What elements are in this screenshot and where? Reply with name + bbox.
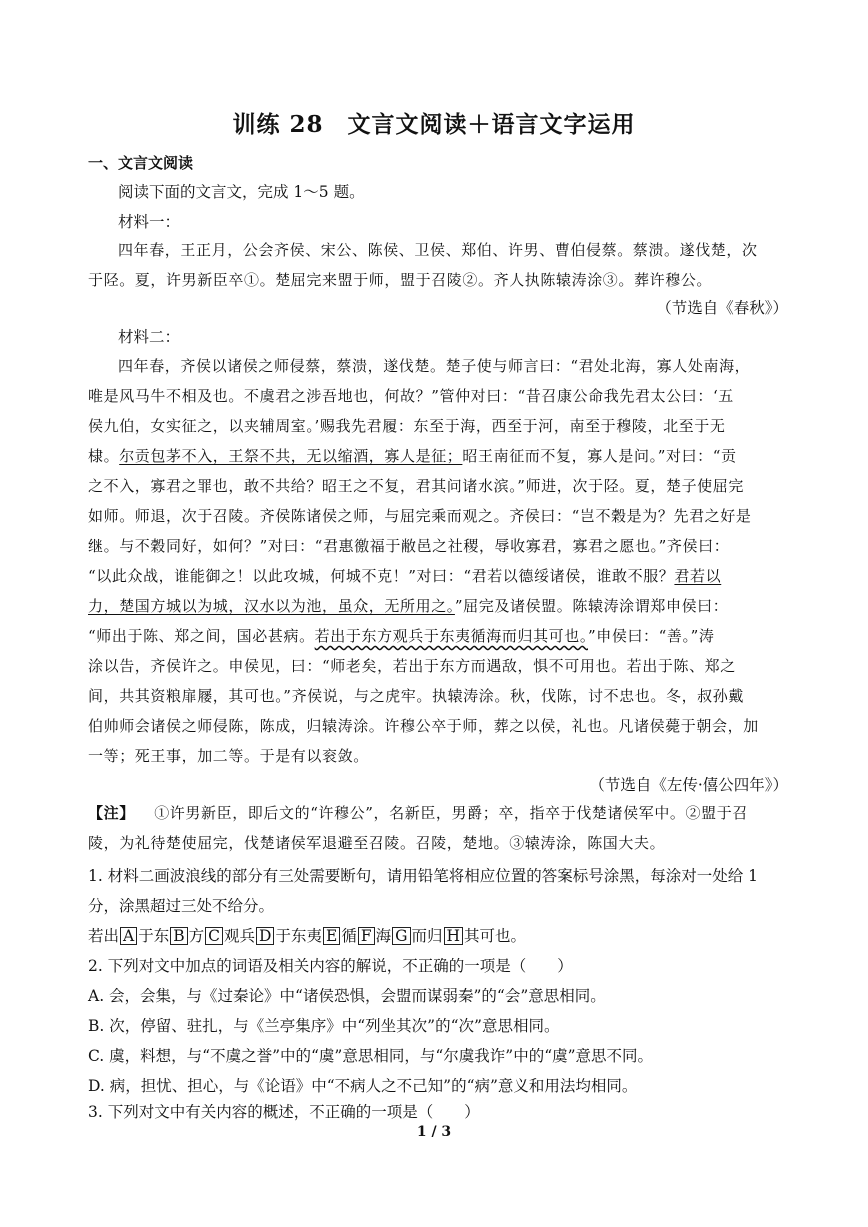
material2-line: 一等；死王事，加二等。于是有以衮敛。 <box>88 747 369 765</box>
answer-box-e[interactable]: E <box>323 927 340 945</box>
wavy-underlined-sentence: 若出于东方观兵于东夷循海而归其可也。 <box>314 627 588 645</box>
question-3-stem: 3. 下列对文中有关内容的概述，不正确的一项是（ ） <box>88 1103 480 1121</box>
material2-line: 唯是风马牛不相及也。不虞君之涉吾地也，何故？”管仲对曰：“昔召康公命我先君太公曰：‘五 <box>88 387 734 405</box>
material2-line: 四年春，齐侯以诸侯之师侵蔡，蔡溃，遂伐楚。楚子使与师言曰：“君处北海，寡人处南海， <box>118 357 751 375</box>
note-label: 【注】 <box>88 804 135 822</box>
segment-text: 而归 <box>411 927 443 945</box>
segment-text: 于东夷 <box>275 927 322 945</box>
segment-text: 其可也。 <box>464 927 527 945</box>
material2-line: 继。与不穀同好，如何？”对曰：“君惠徼福于敝邑之社稷，辱收寡君，寡君之愿也。”齐侯曰： <box>88 537 730 555</box>
text-segment: “师出于陈、郑之间，国必甚病。 <box>88 627 315 645</box>
segment-text: 观兵 <box>224 927 256 945</box>
segment-text: 于东 <box>138 927 170 945</box>
text-segment: 昭王南征而不复，寡人是问。”对曰：“贡 <box>462 447 737 465</box>
segment-text: 循 <box>341 927 357 945</box>
text-segment: 棣。 <box>88 447 120 465</box>
section-heading: 一、文言文阅读 <box>88 154 194 172</box>
answer-box-a[interactable]: A <box>120 927 137 945</box>
note-line: 陵，为礼待楚使屈完，伐楚诸侯军退避至召陵。召陵，楚地。③辕涛涂，陈国大夫。 <box>88 834 666 852</box>
answer-box-h[interactable]: H <box>444 927 464 945</box>
material2-line <box>88 445 788 466</box>
material2-line: 间，共其资粮扉屦，其可也。”齐侯说，与之虎牢。执辕涛涂。秋，伐陈，讨不忠也。冬，叔孙戴 <box>88 687 744 705</box>
material2-line <box>88 625 788 646</box>
answer-box-b[interactable]: B <box>170 927 187 945</box>
segment-text: 若出 <box>88 927 120 945</box>
question-1-stem: 1. 材料二画波浪线的部分有三处需要断句，请用铅笔将相应位置的答案标号涂黑，每涂对一处给 1 <box>88 867 759 885</box>
segment-text: 海 <box>375 927 392 945</box>
material2-line: 涂以告，齐侯许之。申侯见，曰：“师老矣，若出于东方而遇敌，惧不可用也。若出于陈、郑之 <box>88 657 736 675</box>
option-a[interactable]: A. 会，会集，与《过秦论》中“诸侯恐惧，会盟而谋弱秦”的“会”意思相同。 <box>88 987 606 1005</box>
option-c[interactable]: C. 虞，料想，与“不虞之誉”中的“虞”意思相同，与“尔虞我诈”中的“虞”意思不同。 <box>88 1047 654 1065</box>
question-2-stem: 2. 下列对文中加点的词语及相关内容的解说，不正确的一项是（ ） <box>88 957 573 975</box>
option-b[interactable]: B. 次，停留、驻扎，与《兰亭集序》中“列坐其次”的“次”意思相同。 <box>88 1017 560 1035</box>
answer-box-c[interactable]: C <box>205 927 223 945</box>
material2-line: 侯九伯，女实征之，以夹辅周室。’赐我先君履：东至于海，西至于河，南至于穆陵，北至于无 <box>88 417 726 435</box>
text-segment: ”申侯曰：“善。”涛 <box>587 627 715 645</box>
text-segment: ”屈完及诸侯盟。陈辕涛涂谓郑申侯曰： <box>454 597 729 615</box>
instruction: 阅读下面的文言文，完成 1～5 题。 <box>118 183 365 201</box>
answer-choice-row <box>88 924 788 946</box>
page-number: 1 / 3 <box>416 1124 452 1140</box>
material2-heading: 材料二： <box>118 328 181 346</box>
underlined-sentence: 力，楚国方城以为城，汉水以为池，虽众，无所用之。 <box>88 597 455 615</box>
segment-text: 方 <box>188 927 205 945</box>
answer-box-g[interactable]: G <box>392 927 410 945</box>
question-1-stem: 分，涂黑超过三处不给分。 <box>88 897 275 915</box>
material2-line: 如师。师退，次于召陵。齐侯陈诸侯之师，与屈完乘而观之。齐侯曰：“岂不穀是为？先君之好是 <box>88 507 752 525</box>
material2-line <box>88 595 788 616</box>
answer-box-f[interactable]: F <box>358 927 375 945</box>
material2-source: （节选自《左传·僖公四年》） <box>589 776 788 794</box>
answer-box-d[interactable]: D <box>256 927 274 945</box>
underlined-sentence: 尔贡包茅不入，王祭不共，无以缩酒，寡人是征； <box>119 447 463 465</box>
material2-line <box>88 565 788 586</box>
text-segment: “以此众战，谁能御之！以此攻城，何城不克！”对曰：“君若以德绥诸侯，谁敢不服？ <box>88 567 675 585</box>
page-title: 训练 28 文言文阅读＋语言文字运用 <box>232 111 636 138</box>
material1-line: 四年春，王正月，公会齐侯、宋公、陈侯、卫侯、郑伯、许男、曹伯侵蔡。蔡溃。遂伐楚，次 <box>118 241 758 259</box>
material1-source: （节选自《春秋》） <box>656 299 788 317</box>
note-line <box>88 802 788 823</box>
material1-heading: 材料一： <box>118 213 181 231</box>
underlined-sentence: 君若以 <box>674 567 722 585</box>
material2-line: 之不入，寡君之罪也，敢不共给？昭王之不复，君其问诸水滨。”师进，次于陉。夏，楚子使屈完 <box>88 477 744 495</box>
material2-line: 伯帅师会诸侯之师侵陈，陈成，归辕涛涂。许穆公卒于师，葬之以侯，礼也。凡诸侯薨于朝会，加 <box>88 717 759 735</box>
note-text: ①许男新臣，即后文的“许穆公”，名新臣，男爵；卒，指卒于伐楚诸侯军中。②盟于召 <box>154 804 748 822</box>
material1-line: 于陉。夏，许男新臣卒①。楚屈完来盟于师，盟于召陵②。齐人执陈辕涛涂③。葬许穆公。 <box>88 271 713 289</box>
option-d[interactable]: D. 病，担忧、担心，与《论语》中“不病人之不己知”的“病”意义和用法均相同。 <box>88 1077 638 1095</box>
